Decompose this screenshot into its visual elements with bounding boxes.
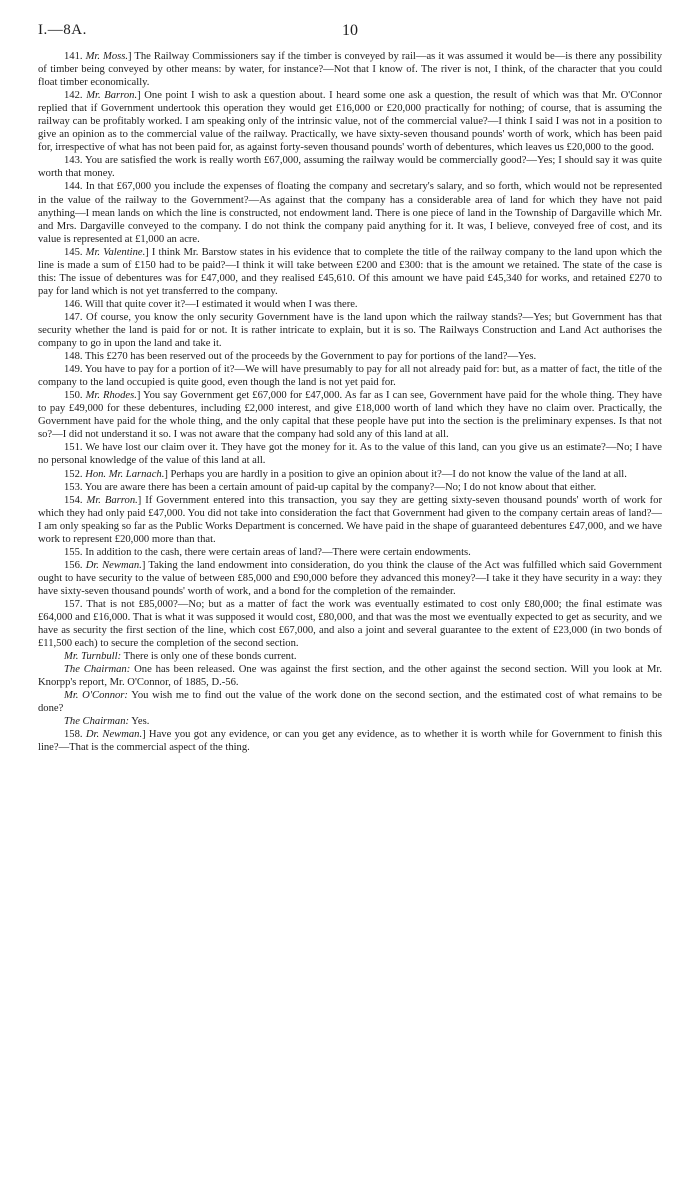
paragraph-text: There is only one of these bonds current. — [121, 651, 297, 663]
question-number: 146. — [64, 298, 85, 310]
speaker-name: Mr. Barron. — [86, 90, 138, 102]
question-number: 152. — [64, 468, 86, 480]
evidence-paragraph — [38, 246, 662, 298]
speaker-name: Mr. Valentine. — [85, 246, 146, 258]
evidence-paragraph — [38, 50, 662, 89]
paragraph-text: ] I think Mr. Barstow states in his evidence that to complete the title of the railway company to the land upon which the line is made a sum of £150 had to be paid?—I think it will take between £200 and £300: that is the amount we retained. The state of the case is this: The issue of debentures was for £47,000, and they realised £45,610. Of this amount we have paid £45,340 for works, and retained £270 to pay for land which is not yet transferred to the company. — [38, 246, 662, 297]
evidence-paragraph — [38, 363, 662, 389]
speaker-name: Mr. O'Connor: — [64, 690, 128, 702]
evidence-paragraph — [38, 350, 662, 363]
evidence-paragraph — [38, 650, 662, 663]
speaker-name: The Chairman: — [64, 664, 131, 676]
paragraph-text: This £270 has been reserved out of the proceeds by the Government to pay for portions of the land?—Yes. — [85, 351, 537, 363]
evidence-paragraph — [38, 311, 662, 350]
evidence-paragraph — [38, 689, 662, 715]
page-number: 10 — [342, 22, 358, 39]
evidence-paragraph — [38, 154, 662, 180]
evidence-paragraph — [38, 728, 662, 754]
question-number: 143. — [64, 155, 86, 167]
question-number: 149. — [64, 364, 85, 376]
paragraph-text: One has been released. One was against the first section, and the other against the second section. Will you look at Mr. Knorpp's report, Mr. O'Connor, of 1885, D.-56. — [38, 664, 662, 689]
page-header — [38, 22, 662, 42]
question-number: 150. — [64, 390, 86, 402]
evidence-paragraph — [38, 559, 662, 598]
evidence-paragraph — [38, 441, 662, 467]
paragraph-text: Of course, you know the only security Government have is the land upon which the railway stands?—Yes; but Government has that security whether the land is paid for or not. It is rather intricate to explain, but it is so. The Railways Construction and Land Act authorises the company to go in upon the land and take it. — [38, 311, 662, 350]
document-reference: I.—8A. — [38, 22, 87, 38]
speaker-name: Mr. Turnbull: — [64, 651, 122, 663]
paragraph-text: ] You say Government get £67,000 for £47,000. As far as I can see, Government have paid for the whole thing. They have to pay £49,000 for these debentures, including £2,000 interest, and give £18,000 worth of land which they have no claim over. Practically, the Government have paid for the whole thing, and the only capital that these people have put into the section is the preliminary expenses. Is that not so?—I did not understand it so. I was not aware that the company had sold any of this land at all. — [38, 390, 663, 441]
paragraph-text: In addition to the cash, there were certain areas of land?—There were certain endowments. — [85, 546, 471, 558]
speaker-name: Hon. Mr. Larnach. — [85, 468, 165, 480]
evidence-paragraph — [38, 298, 662, 311]
paragraph-text: You are aware there has been a certain amount of paid-up capital by the company?—No; I do not know about that either. — [84, 481, 597, 493]
speaker-name: The Chairman: — [64, 716, 130, 728]
speaker-name: Mr. Moss. — [85, 51, 129, 62]
paragraph-text: ] The Railway Commissioners say if the timber is conveyed by rail—as it was assumed it would be—is there any possibility of timber being conveyed by other means: by water, for instance?—Not that I know of. The river is not, I think, of the character that you could float timber economically. — [38, 51, 662, 89]
evidence-paragraph — [38, 89, 662, 154]
question-number: 156. — [64, 559, 86, 571]
paragraph-text: Will that quite cover it?—I estimated it would when I was there. — [85, 298, 358, 310]
evidence-paragraph — [38, 468, 662, 481]
paragraph-text: You are satisfied the work is really worth £67,000, assuming the railway would be commercially good?—Yes; I should say it was quite worth that money. — [38, 155, 662, 180]
paragraph-text: ] Have you got any evidence, or can you get any evidence, as to whether it is worth while for Government to finish this line?—That is the commercial aspect of the thing. — [38, 729, 663, 754]
question-number: 154. — [64, 494, 87, 506]
paragraph-text: That is not £85,000?—No; but as a matter of fact the work was eventually estimated to cost only £80,000; the final estimate was £64,000 and £16,000. That is what it was supposed it would cost, £80,000, and that was the most we eventually expected to get as security, and we have as security the first section of the line, which cost £67,000, and also a joint and several guarantee to the extent of £23,000 (in two bonds of £11,500 each) to secure the completion of the second section. — [38, 598, 662, 650]
question-number: 141. — [64, 51, 86, 62]
paragraph-text: Yes. — [129, 716, 150, 728]
question-number: 142. — [64, 90, 87, 102]
evidence-paragraph — [38, 546, 662, 559]
question-number: 151. — [64, 442, 86, 454]
paragraph-text: In that £67,000 you include the expenses of floating the company and secretary's salary, and so forth, which would not be represented in the value of the railway to the Government?—As against that the company has a considerable area of land for which they have not paid anything—I mean lands on which the line is constructed, not endowment land. There is one piece of land in the Township of Dargaville which Mr. and Mrs. Dargaville conveyed to the company. I do not think the company paid anything for it. It was, I believe, conveyed free of cost, and its value is represented at £1,000 an acre. — [38, 181, 663, 245]
question-number: 157. — [64, 598, 87, 610]
evidence-paragraph — [38, 715, 662, 728]
speaker-name: Mr. Barron. — [86, 494, 138, 506]
evidence-paragraph — [38, 389, 662, 441]
question-number: 145. — [64, 246, 86, 258]
evidence-paragraph — [38, 598, 662, 650]
question-number: 147. — [64, 311, 87, 323]
paragraph-text: ] Taking the land endowment into consideration, do you think the clause of the Act was fulfilled which said Government ought to have security to the value of between £85,000 and £90,000 before they advanced this money?—I take it they have security in a way: they have sixty-seven thousand pounds' worth of work, and a bond for the completion of the remainder. — [38, 559, 662, 597]
paragraph-text: ] Perhaps you are hardly in a position to give an opinion about it?—I do not know the value of the land at all. — [164, 468, 627, 480]
evidence-paragraph — [38, 663, 662, 689]
evidence-paragraph — [38, 481, 662, 494]
evidence-paragraph — [38, 180, 662, 245]
question-number: 148. — [64, 351, 85, 363]
question-number: 153. — [64, 481, 85, 493]
question-number: 144. — [64, 181, 86, 193]
evidence-text — [38, 50, 662, 755]
paragraph-text: ] If Government entered into this transaction, you say they are getting sixty-seven thousand pounds' worth of work for which they had only paid £47,000. You did not take into consideration the fact that Government had given to the company certain areas of land?—I am only speaking so far as the Public Works Department is concerned. We have paid in the shape of guaranteed debentures £47,000, and we have work to represent £20,000 more than that. — [38, 494, 662, 545]
question-number: 155. — [64, 546, 86, 558]
paragraph-text: We have lost our claim over it. They have got the money for it. As to the value of this land, can you give us an estimate?—No; I have no personal knowledge of the value of this land at all. — [38, 442, 662, 467]
paragraph-text: You have to pay for a portion of it?—We will have presumably to pay for all not already paid for: but, as a matter of fact, the title of the company to the land occupied is quite good, even though the land is not yet paid for. — [38, 364, 662, 389]
paragraph-text: ] One point I wish to ask a question about. I heard some one ask a question, the result of which was that Mr. O'Connor replied that if Government undertook this operation they would get £16,000 or £20,000 practically for nothing; of course, that is assuming the railway can be profitably worked. I am speaking only of the intrinsic value, not of the commercial value?—I think I said I was not in a position to give an opinion as to the commercial value of the railway. Practically, we have sixty-seven thousand pounds' worth of work, which has been paid for, irrespective of what has not been paid for, as against forty-seven thousand pounds' worth of debentures, which leaves us £20,000 to the good. — [38, 90, 662, 154]
paragraph-text: You wish me to find out the value of the work done on the second section, and the estimated cost of what remains to be done? — [38, 690, 662, 715]
evidence-paragraph — [38, 494, 662, 546]
speaker-name: Dr. Newman. — [85, 729, 143, 741]
question-number: 158. — [64, 729, 86, 741]
speaker-name: Dr. Newman. — [85, 559, 142, 571]
speaker-name: Mr. Rhodes. — [85, 390, 137, 402]
